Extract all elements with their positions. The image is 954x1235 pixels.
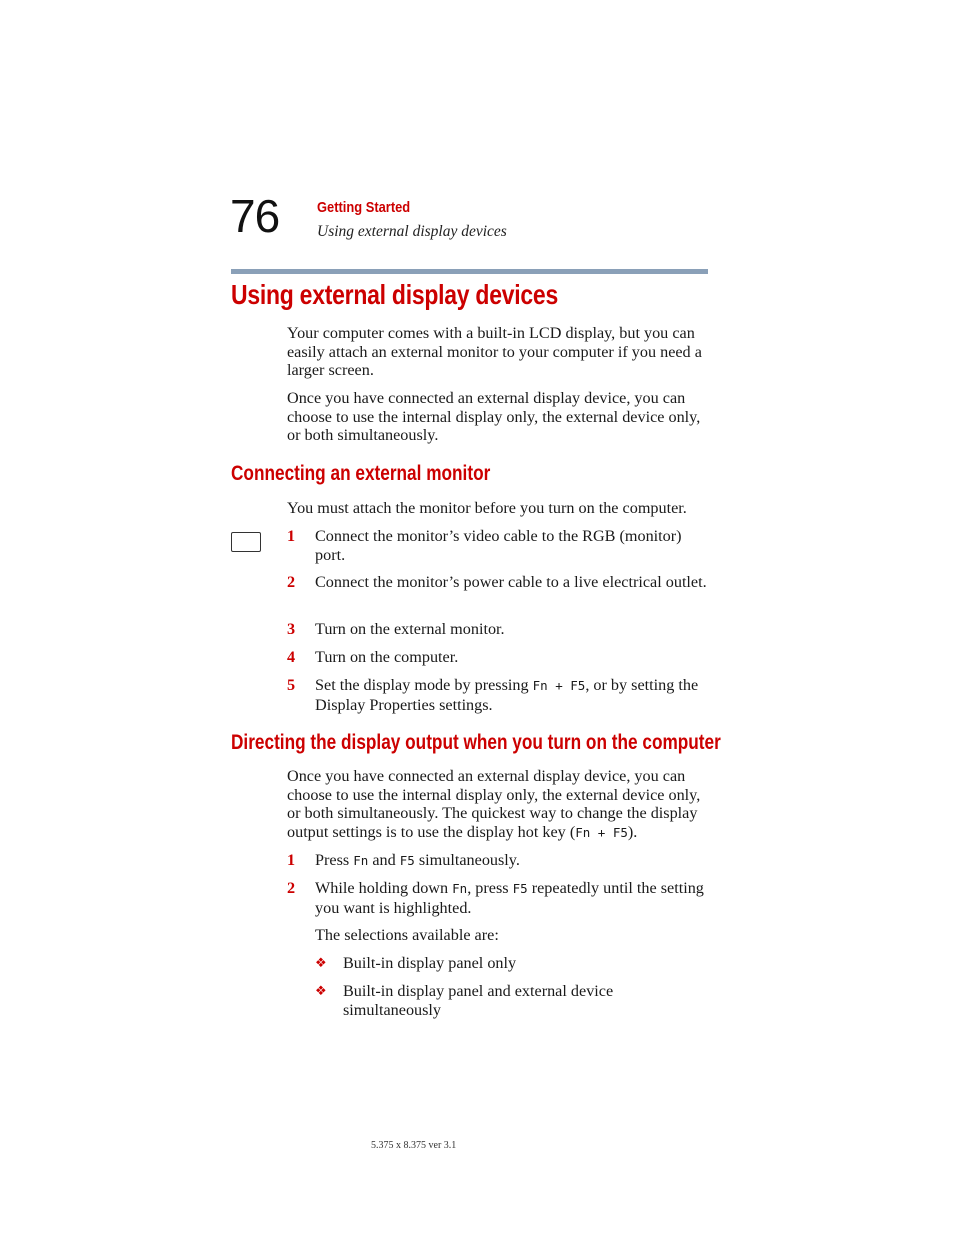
heading-connecting-monitor: Connecting an external monitor <box>231 462 491 485</box>
page-number: 76 <box>230 190 280 242</box>
key-fn: Fn <box>452 881 468 896</box>
step-number: 2 <box>287 879 296 897</box>
key-fn: Fn <box>353 853 369 868</box>
step-number: 1 <box>287 527 296 545</box>
key-f5: F5 <box>399 853 415 868</box>
section-divider <box>231 269 708 274</box>
running-header-chapter: Getting Started <box>317 199 411 216</box>
running-header-section: Using external display devices <box>317 223 507 240</box>
page-title: Using external display devices <box>231 279 558 310</box>
step-text: Turn on the computer. <box>315 648 459 666</box>
step-number: 5 <box>287 676 296 694</box>
key-f5: F5 <box>612 825 628 841</box>
key-fn: Fn <box>575 825 591 841</box>
step-number: 2 <box>287 573 296 591</box>
intro-paragraph-2: Once you have connected an external display device, you can choose to use the internal display only, the external device only, or both simultaneously. <box>287 389 701 445</box>
bullet-text: Built-in display panel and external device simultaneously <box>343 982 614 1019</box>
step-text: Connect the monitor’s power cable to a live electrical outlet. <box>315 573 707 591</box>
step-text: Connect the monitor’s video cable to the RGB (monitor) port. <box>315 527 682 564</box>
step-text: Set the display mode by pressing Fn + F5, or by setting the Display Properties settings. <box>315 676 699 714</box>
step-number: 4 <box>287 648 296 666</box>
intro-paragraph-1: Your computer comes with a built-in LCD display, but you can easily attach an external monitor to your computer if you need a larger screen. <box>287 324 702 380</box>
key-f5: F5 <box>512 881 528 896</box>
page-footer: 5.375 x 8.375 ver 3.1 <box>371 1140 457 1151</box>
key-f5: F5 <box>570 678 586 693</box>
step-text: Turn on the external monitor. <box>315 620 505 638</box>
selections-lead: The selections available are: <box>315 926 499 944</box>
directing-paragraph: Once you have connected an external display device, you can choose to use the internal display only, the external device only, or both simultaneously. The quickest way to change the display output settings is to use the display hot key (Fn + F5). <box>287 767 701 842</box>
diamond-bullet-icon: ❖ <box>315 955 327 970</box>
diamond-bullet-icon: ❖ <box>315 983 327 998</box>
step-number: 1 <box>287 851 296 869</box>
heading-directing-output: Directing the display output when you turn on the computer <box>231 731 721 754</box>
bullet-text: Built-in display panel only <box>343 954 517 972</box>
step-text: Press Fn and F5 simultaneously. <box>315 851 520 869</box>
key-fn: Fn <box>532 678 548 693</box>
step-number: 3 <box>287 620 296 638</box>
connecting-lead: You must attach the monitor before you turn on the computer. <box>287 499 687 517</box>
procedure-icon <box>231 532 261 552</box>
step-text: While holding down Fn, press F5 repeatedly until the setting you want is highlighted. <box>315 879 704 917</box>
